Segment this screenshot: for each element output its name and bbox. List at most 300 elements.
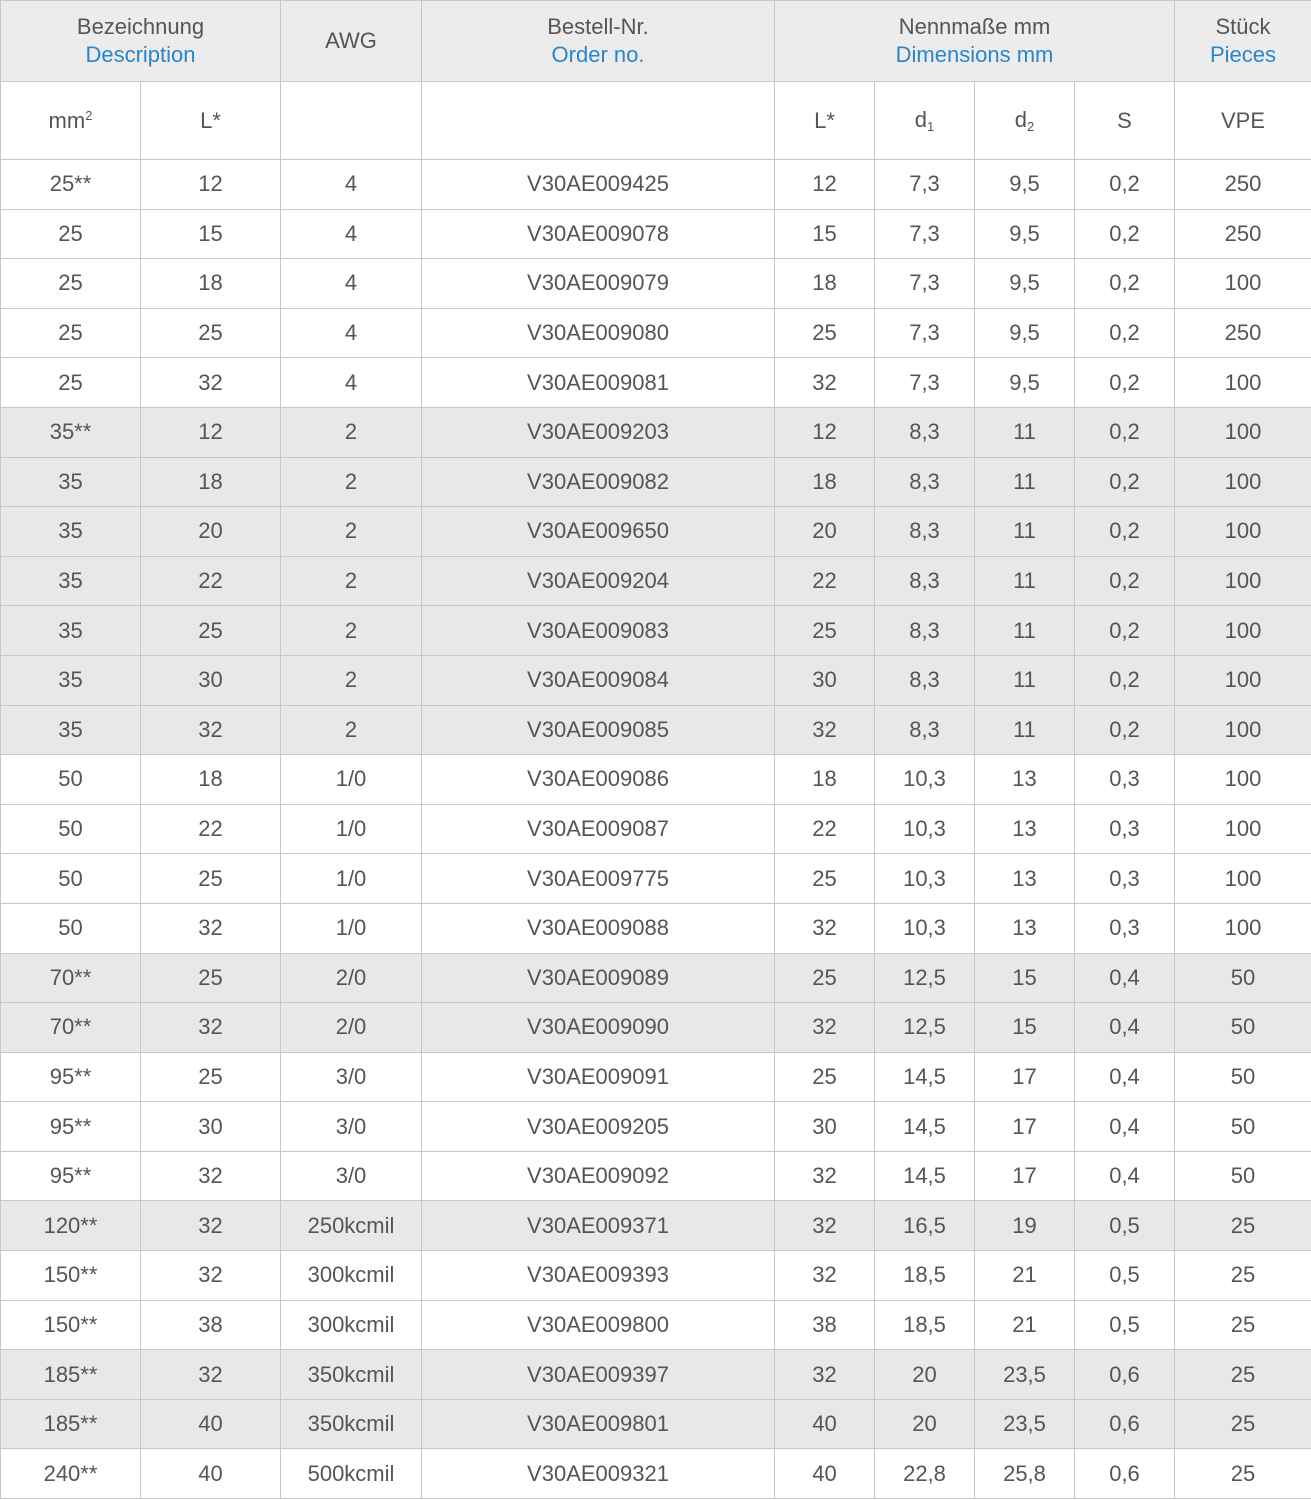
- cell-d1: 14,5: [875, 1102, 975, 1152]
- cell-awg: 2: [281, 606, 422, 656]
- cell-awg: 1/0: [281, 804, 422, 854]
- cell-vpe: 100: [1175, 556, 1311, 606]
- cell-length: 25: [141, 606, 281, 656]
- cell-d1: 7,3: [875, 308, 975, 358]
- cell-d2: 13: [975, 854, 1075, 904]
- cell-s: 0,4: [1075, 1151, 1175, 1201]
- cell-awg: 1/0: [281, 903, 422, 953]
- cell-order-no: V30AE009089: [422, 953, 775, 1003]
- cell-s: 0,4: [1075, 1052, 1175, 1102]
- cell-d2: 23,5: [975, 1399, 1075, 1449]
- table-row: [1, 507, 1311, 557]
- cell-order-no: V30AE009371: [422, 1201, 775, 1251]
- cell-vpe: 25: [1175, 1350, 1311, 1400]
- cell-mm2: 35: [1, 655, 141, 705]
- cell-awg: 3/0: [281, 1052, 422, 1102]
- cell-length-dim: 30: [775, 1102, 875, 1152]
- cell-length: 32: [141, 1003, 281, 1053]
- cell-length: 32: [141, 705, 281, 755]
- cell-mm2: 35**: [1, 407, 141, 457]
- d1-subheader: [875, 82, 975, 160]
- cell-vpe: 250: [1175, 209, 1311, 259]
- mm-sup: 2: [85, 108, 93, 123]
- cell-length-dim: 32: [775, 1003, 875, 1053]
- cell-mm2: 35: [1, 606, 141, 656]
- cell-length-dim: 25: [775, 953, 875, 1003]
- cell-d2: 15: [975, 953, 1075, 1003]
- cell-s: 0,6: [1075, 1449, 1175, 1499]
- cell-s: 0,3: [1075, 854, 1175, 904]
- cell-length: 15: [141, 209, 281, 259]
- cell-d2: 21: [975, 1300, 1075, 1350]
- cell-d2: 13: [975, 755, 1075, 805]
- cell-length-dim: 22: [775, 556, 875, 606]
- table-row: [1, 1300, 1311, 1350]
- cell-vpe: 50: [1175, 1003, 1311, 1053]
- table-row: [1, 1201, 1311, 1251]
- cell-mm2: 120**: [1, 1201, 141, 1251]
- cell-d1: 20: [875, 1399, 975, 1449]
- cell-s: 0,2: [1075, 358, 1175, 408]
- cell-d1: 7,3: [875, 160, 975, 210]
- table-row: [1, 1003, 1311, 1053]
- cell-length-dim: 25: [775, 308, 875, 358]
- table-row: [1, 457, 1311, 507]
- table-row: [1, 854, 1311, 904]
- cell-s: 0,2: [1075, 655, 1175, 705]
- cell-d2: 9,5: [975, 160, 1075, 210]
- cell-d2: 23,5: [975, 1350, 1075, 1400]
- cell-order-no: V30AE009078: [422, 209, 775, 259]
- dimensions-header-de: Nennmaße mm: [898, 14, 1051, 39]
- cell-length: 20: [141, 507, 281, 557]
- cell-vpe: 100: [1175, 507, 1311, 557]
- cell-d2: 15: [975, 1003, 1075, 1053]
- vpe-subheader: VPE: [1175, 82, 1311, 160]
- order-header-en: Order no.: [551, 42, 645, 67]
- cell-order-no: V30AE009081: [422, 358, 775, 408]
- cell-length: 32: [141, 1251, 281, 1301]
- cell-length: 22: [141, 804, 281, 854]
- cell-order-no: V30AE009088: [422, 903, 775, 953]
- cell-d2: 11: [975, 507, 1075, 557]
- cell-d1: 10,3: [875, 854, 975, 904]
- order-subheader-empty: [422, 82, 775, 160]
- cell-awg: 500kcmil: [281, 1449, 422, 1499]
- header-row-2: [1, 82, 1311, 160]
- cell-length-dim: 38: [775, 1300, 875, 1350]
- cell-vpe: 100: [1175, 457, 1311, 507]
- cell-awg: 2/0: [281, 953, 422, 1003]
- cell-order-no: V30AE009083: [422, 606, 775, 656]
- cell-mm2: 150**: [1, 1251, 141, 1301]
- cell-d2: 17: [975, 1102, 1075, 1152]
- cell-awg: 2: [281, 655, 422, 705]
- cell-awg: 2: [281, 705, 422, 755]
- cell-length: 18: [141, 755, 281, 805]
- cell-awg: 2: [281, 407, 422, 457]
- cell-s: 0,2: [1075, 606, 1175, 656]
- cell-d2: 11: [975, 655, 1075, 705]
- order-header-de: Bestell-Nr.: [547, 14, 649, 39]
- cell-length-dim: 30: [775, 655, 875, 705]
- order-header: [422, 1, 775, 82]
- d2-letter: d: [1014, 106, 1027, 132]
- s-subheader: S: [1075, 82, 1175, 160]
- cell-order-no: V30AE009425: [422, 160, 775, 210]
- cell-d2: 9,5: [975, 358, 1075, 408]
- cell-mm2: 25: [1, 358, 141, 408]
- cell-vpe: 100: [1175, 606, 1311, 656]
- description-header-de: Bezeichnung: [76, 14, 205, 39]
- cell-s: 0,4: [1075, 953, 1175, 1003]
- cell-length: 12: [141, 160, 281, 210]
- cell-d2: 11: [975, 457, 1075, 507]
- cell-order-no: V30AE009084: [422, 655, 775, 705]
- cell-length-dim: 22: [775, 804, 875, 854]
- table-row: [1, 804, 1311, 854]
- cell-s: 0,2: [1075, 705, 1175, 755]
- cell-d1: 18,5: [875, 1300, 975, 1350]
- cell-length-dim: 32: [775, 1350, 875, 1400]
- cell-d1: 12,5: [875, 1003, 975, 1053]
- cell-d2: 11: [975, 606, 1075, 656]
- pieces-header-en: Pieces: [1209, 42, 1277, 67]
- cell-d2: 17: [975, 1151, 1075, 1201]
- cell-order-no: V30AE009086: [422, 755, 775, 805]
- cell-mm2: 35: [1, 556, 141, 606]
- cell-mm2: 35: [1, 507, 141, 557]
- table-row: [1, 209, 1311, 259]
- cell-vpe: 100: [1175, 358, 1311, 408]
- cell-d2: 25,8: [975, 1449, 1075, 1499]
- cell-length: 25: [141, 308, 281, 358]
- cell-awg: 2: [281, 507, 422, 557]
- cell-vpe: 250: [1175, 160, 1311, 210]
- cell-d1: 10,3: [875, 804, 975, 854]
- pieces-header-de: Stück: [1215, 14, 1271, 39]
- cell-order-no: V30AE009091: [422, 1052, 775, 1102]
- table-row: [1, 556, 1311, 606]
- table-row: [1, 1449, 1311, 1499]
- cell-awg: 4: [281, 308, 422, 358]
- cell-order-no: V30AE009085: [422, 705, 775, 755]
- table-body: [1, 160, 1311, 1499]
- cell-length-dim: 25: [775, 1052, 875, 1102]
- cell-vpe: 250: [1175, 308, 1311, 358]
- d1-letter: d: [914, 106, 927, 132]
- cell-vpe: 100: [1175, 407, 1311, 457]
- cell-d1: 16,5: [875, 1201, 975, 1251]
- cell-d2: 13: [975, 903, 1075, 953]
- cell-s: 0,2: [1075, 507, 1175, 557]
- cell-mm2: 50: [1, 755, 141, 805]
- cell-mm2: 35: [1, 705, 141, 755]
- cell-vpe: 25: [1175, 1399, 1311, 1449]
- cell-order-no: V30AE009090: [422, 1003, 775, 1053]
- cell-length-dim: 32: [775, 1251, 875, 1301]
- cell-d1: 22,8: [875, 1449, 975, 1499]
- cell-d2: 9,5: [975, 209, 1075, 259]
- cell-mm2: 50: [1, 903, 141, 953]
- dimensions-header-en: Dimensions mm: [895, 42, 1054, 67]
- cell-order-no: V30AE009397: [422, 1350, 775, 1400]
- cell-length: 32: [141, 903, 281, 953]
- cell-s: 0,2: [1075, 308, 1175, 358]
- cell-vpe: 100: [1175, 755, 1311, 805]
- cell-s: 0,2: [1075, 259, 1175, 309]
- cell-length: 32: [141, 358, 281, 408]
- cell-length: 32: [141, 1350, 281, 1400]
- table-row: [1, 1102, 1311, 1152]
- cell-mm2: 70**: [1, 953, 141, 1003]
- length-subheader: L*: [141, 82, 281, 160]
- cell-d2: 13: [975, 804, 1075, 854]
- table-row: [1, 755, 1311, 805]
- cell-s: 0,2: [1075, 457, 1175, 507]
- cell-s: 0,3: [1075, 903, 1175, 953]
- cell-d1: 8,3: [875, 457, 975, 507]
- cell-awg: 2: [281, 556, 422, 606]
- cell-length: 25: [141, 854, 281, 904]
- cell-vpe: 50: [1175, 1151, 1311, 1201]
- cell-mm2: 185**: [1, 1350, 141, 1400]
- cell-length-dim: 12: [775, 407, 875, 457]
- cell-length: 18: [141, 259, 281, 309]
- awg-header: AWG: [281, 1, 422, 82]
- cell-mm2: 240**: [1, 1449, 141, 1499]
- cell-d2: 9,5: [975, 308, 1075, 358]
- table-row: [1, 308, 1311, 358]
- cell-awg: 300kcmil: [281, 1300, 422, 1350]
- cell-d1: 7,3: [875, 259, 975, 309]
- cell-vpe: 100: [1175, 705, 1311, 755]
- cell-awg: 4: [281, 160, 422, 210]
- cell-length: 18: [141, 457, 281, 507]
- cell-d1: 18,5: [875, 1251, 975, 1301]
- cell-mm2: 95**: [1, 1151, 141, 1201]
- cell-order-no: V30AE009775: [422, 854, 775, 904]
- cell-length-dim: 15: [775, 209, 875, 259]
- cell-d1: 8,3: [875, 407, 975, 457]
- awg-subheader-empty: [281, 82, 422, 160]
- cell-d2: 9,5: [975, 259, 1075, 309]
- cell-mm2: 25: [1, 209, 141, 259]
- cell-d2: 11: [975, 705, 1075, 755]
- cell-vpe: 25: [1175, 1201, 1311, 1251]
- cell-order-no: V30AE009205: [422, 1102, 775, 1152]
- cell-order-no: V30AE009203: [422, 407, 775, 457]
- cell-length: 32: [141, 1151, 281, 1201]
- cell-vpe: 50: [1175, 1102, 1311, 1152]
- cell-d2: 21: [975, 1251, 1075, 1301]
- cell-awg: 250kcmil: [281, 1201, 422, 1251]
- cell-awg: 3/0: [281, 1151, 422, 1201]
- cell-s: 0,3: [1075, 755, 1175, 805]
- cell-order-no: V30AE009800: [422, 1300, 775, 1350]
- cell-length: 25: [141, 1052, 281, 1102]
- cell-vpe: 25: [1175, 1251, 1311, 1301]
- cell-length-dim: 20: [775, 507, 875, 557]
- cell-d1: 20: [875, 1350, 975, 1400]
- cell-length: 40: [141, 1399, 281, 1449]
- cell-s: 0,4: [1075, 1102, 1175, 1152]
- cell-vpe: 100: [1175, 903, 1311, 953]
- table-row: [1, 953, 1311, 1003]
- cell-vpe: 100: [1175, 655, 1311, 705]
- cell-length-dim: 18: [775, 259, 875, 309]
- mm-label: mm: [48, 108, 86, 133]
- cell-vpe: 50: [1175, 953, 1311, 1003]
- cell-mm2: 50: [1, 854, 141, 904]
- cell-order-no: V30AE009087: [422, 804, 775, 854]
- cell-length-dim: 40: [775, 1449, 875, 1499]
- cell-s: 0,3: [1075, 804, 1175, 854]
- cell-length-dim: 18: [775, 457, 875, 507]
- cell-order-no: V30AE009092: [422, 1151, 775, 1201]
- table-row: [1, 606, 1311, 656]
- cell-d1: 10,3: [875, 903, 975, 953]
- cell-mm2: 70**: [1, 1003, 141, 1053]
- cell-mm2: 185**: [1, 1399, 141, 1449]
- cell-s: 0,5: [1075, 1300, 1175, 1350]
- cell-length-dim: 12: [775, 160, 875, 210]
- cell-s: 0,6: [1075, 1399, 1175, 1449]
- description-header-en: Description: [85, 42, 196, 67]
- cell-order-no: V30AE009082: [422, 457, 775, 507]
- cell-d2: 11: [975, 407, 1075, 457]
- cell-length: 12: [141, 407, 281, 457]
- table-row: [1, 1251, 1311, 1301]
- cell-mm2: 25: [1, 259, 141, 309]
- table-row: [1, 259, 1311, 309]
- cell-order-no: V30AE009650: [422, 507, 775, 557]
- cell-length: 32: [141, 1201, 281, 1251]
- cell-d2: 19: [975, 1201, 1075, 1251]
- table-row: [1, 705, 1311, 755]
- cell-length: 25: [141, 953, 281, 1003]
- table-row: [1, 407, 1311, 457]
- cell-mm2: 150**: [1, 1300, 141, 1350]
- cell-d1: 12,5: [875, 953, 975, 1003]
- table-row: [1, 1399, 1311, 1449]
- d2-subheader: [975, 82, 1075, 160]
- cell-d1: 14,5: [875, 1151, 975, 1201]
- pieces-header: [1175, 1, 1311, 82]
- cell-length: 38: [141, 1300, 281, 1350]
- cell-mm2: 95**: [1, 1102, 141, 1152]
- cell-vpe: 100: [1175, 259, 1311, 309]
- cell-order-no: V30AE009393: [422, 1251, 775, 1301]
- cell-length-dim: 25: [775, 854, 875, 904]
- cell-vpe: 25: [1175, 1300, 1311, 1350]
- cell-awg: 350kcmil: [281, 1399, 422, 1449]
- cell-s: 0,5: [1075, 1251, 1175, 1301]
- mm2-subheader: [1, 82, 141, 160]
- cell-length-dim: 32: [775, 1151, 875, 1201]
- table-row: [1, 358, 1311, 408]
- cell-d1: 8,3: [875, 606, 975, 656]
- cell-mm2: 35: [1, 457, 141, 507]
- cell-s: 0,2: [1075, 160, 1175, 210]
- description-header: [1, 1, 281, 82]
- d1-sub: 1: [927, 118, 935, 134]
- cell-awg: 1/0: [281, 854, 422, 904]
- cell-length: 40: [141, 1449, 281, 1499]
- cell-order-no: V30AE009080: [422, 308, 775, 358]
- cell-s: 0,2: [1075, 407, 1175, 457]
- cell-d1: 8,3: [875, 655, 975, 705]
- cell-s: 0,2: [1075, 556, 1175, 606]
- cell-s: 0,4: [1075, 1003, 1175, 1053]
- cell-awg: 1/0: [281, 755, 422, 805]
- cell-vpe: 25: [1175, 1449, 1311, 1499]
- table-row: [1, 655, 1311, 705]
- cell-s: 0,2: [1075, 209, 1175, 259]
- cell-d1: 8,3: [875, 705, 975, 755]
- cell-d2: 17: [975, 1052, 1075, 1102]
- cell-vpe: 100: [1175, 804, 1311, 854]
- cell-length-dim: 32: [775, 358, 875, 408]
- cell-d1: 8,3: [875, 556, 975, 606]
- cell-mm2: 50: [1, 804, 141, 854]
- cell-vpe: 100: [1175, 854, 1311, 904]
- cell-awg: 2/0: [281, 1003, 422, 1053]
- cell-length: 30: [141, 655, 281, 705]
- cell-mm2: 25**: [1, 160, 141, 210]
- cell-mm2: 25: [1, 308, 141, 358]
- cell-length-dim: 40: [775, 1399, 875, 1449]
- cell-length: 30: [141, 1102, 281, 1152]
- cell-d1: 7,3: [875, 358, 975, 408]
- cell-length-dim: 25: [775, 606, 875, 656]
- cell-d2: 11: [975, 556, 1075, 606]
- cell-length: 22: [141, 556, 281, 606]
- table-row: [1, 903, 1311, 953]
- length-dim-subheader: L*: [775, 82, 875, 160]
- cell-length-dim: 32: [775, 705, 875, 755]
- cell-awg: 300kcmil: [281, 1251, 422, 1301]
- cell-length-dim: 32: [775, 903, 875, 953]
- d2-sub: 2: [1027, 118, 1035, 134]
- cell-awg: 4: [281, 259, 422, 309]
- cell-vpe: 50: [1175, 1052, 1311, 1102]
- cell-order-no: V30AE009801: [422, 1399, 775, 1449]
- cell-length-dim: 32: [775, 1201, 875, 1251]
- table-row: [1, 160, 1311, 210]
- cell-s: 0,6: [1075, 1350, 1175, 1400]
- cell-awg: 4: [281, 358, 422, 408]
- cell-awg: 350kcmil: [281, 1350, 422, 1400]
- cell-mm2: 95**: [1, 1052, 141, 1102]
- dimensions-header: [775, 1, 1175, 82]
- cell-d1: 7,3: [875, 209, 975, 259]
- cell-s: 0,5: [1075, 1201, 1175, 1251]
- cell-awg: 2: [281, 457, 422, 507]
- table-row: [1, 1350, 1311, 1400]
- header-row-1: [1, 1, 1311, 82]
- cell-order-no: V30AE009321: [422, 1449, 775, 1499]
- cell-awg: 4: [281, 209, 422, 259]
- table-row: [1, 1052, 1311, 1102]
- cell-d1: 10,3: [875, 755, 975, 805]
- cell-d1: 8,3: [875, 507, 975, 557]
- table-row: [1, 1151, 1311, 1201]
- cell-length-dim: 18: [775, 755, 875, 805]
- cell-order-no: V30AE009204: [422, 556, 775, 606]
- cell-awg: 3/0: [281, 1102, 422, 1152]
- cell-order-no: V30AE009079: [422, 259, 775, 309]
